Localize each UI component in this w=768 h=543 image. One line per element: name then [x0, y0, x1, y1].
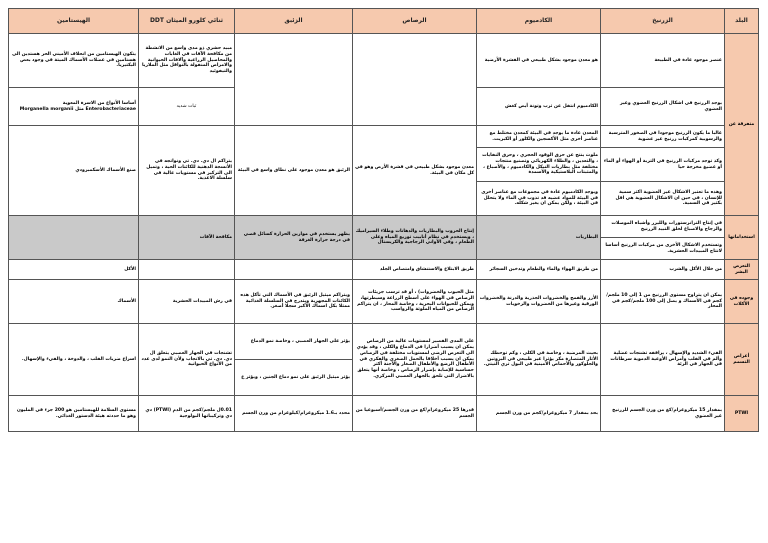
table-row — [9, 34, 759, 78]
cell-arsenic-food: يمكن ان يتراوح مستوى الزرنيخ من 1 إلى 10 ملجم/كجم في الأسماك و يصل إلى 100 ملجم/كجم في المحار — [601, 280, 725, 324]
cell-mercury-exp-empty — [235, 260, 353, 280]
header-ddt: ثنائي كلورو الميثان DDT — [139, 9, 235, 34]
cell-mercury-occ-empty — [235, 34, 353, 126]
toxicology-table — [8, 8, 759, 432]
cell-lead-tox: على المدى القصير لمستويات عالية من الرصاص يمكن ان يسبب أضرارا في الدماغ والكلى ، وقد يؤدي الى التعرض الرضى لمستويات مختلفة في الرصاص يمكن ان يسبب أخلاقا بالحمل الصغري والفكري في الأطفال الرضع والأطفال الصغار والأجنة أكثر حساسية للإصابة بإضرار الرصاص ، وخاصة أنها يتعلق بالاضرار التي تلحق بالجهاز العصبي المركزي. — [353, 324, 477, 396]
cell-cadmium-food: الأرز والقمح والخضروات الجذرية والدرنة والخضروات الورقية وغيرها من الخضروات والرخويات — [477, 280, 601, 324]
cell-cadmium-use: البطاريات — [477, 216, 601, 260]
row-label-occurrence: متفرقة عن — [725, 34, 759, 216]
cell-ddt-exp-empty — [139, 260, 235, 280]
table-row — [9, 280, 759, 324]
cell-arsenic-use-1: في إنتاج الترانزستورات والليزر وأشباه الموصلات والزجاج والاصباغ لخلق التبيد الزرنيخ — [601, 216, 725, 238]
cell-arsenic-exp: من خلال الأكل والشرب — [601, 260, 725, 280]
cell-mercury-food: ويتراكم ميثيل الزئبق في الأسماك التي تأكل هذه الكائنات المجهرية ويتدرج في السلسلة الغذائية ممثلا بكل اسماك الأكبر سجلا أصغر. — [235, 280, 353, 324]
cell-lead-exp: طريق الابتلاع والاستنشاق وامتصاص الجلد — [353, 260, 477, 280]
row-label-ptwi: PTWI — [725, 396, 759, 432]
row-label-toxicity: أعراض التسمم — [725, 324, 759, 396]
cell-histamine-ptwi: مستوى السلامة للهيستامين هو 200 جزء في المليون وهو ما حددته هيئة الدستور الغذائي. — [9, 396, 139, 432]
header-cadmium: الكادميوم — [477, 9, 601, 34]
header-histamine: الهيستامين — [9, 9, 139, 34]
cell-arsenic-occ-5: وهذه ما تعتبر الاشكال غير العضوية اكثر سمية للإنسان ، في حين ان الاشكال العضوية هي اقل بكثير في السمية. — [601, 182, 725, 216]
header-country: البلد — [725, 9, 759, 34]
cell-mercury-use: يظهر يستخدم في موازين الحرارة كسائل قصي في درجة حرارة الغرفة — [235, 216, 353, 260]
cell-ddt-food: في رش المبيدات الحشرية — [139, 280, 235, 324]
row-label-food: وجوده في الأكلات — [725, 280, 759, 324]
cell-cadmium-ptwi: بحد بمقدار 7 ميكروغرام/كجم من وزن الجسم — [477, 396, 601, 432]
cell-arsenic-occ-4: وكذ توجد مركبات الزرنيخ في التربة أو الهواء أو الماء أو عضيغ مخرجة حيا — [601, 148, 725, 182]
cell-cadmium-tox: بحيث المرضية ، وخاصة في الكلى ، وكم توحطك الأثار المتصارة مكر يؤثرا غير طبيعي في البروتين والجلوكوز والأحماض الأمينية في البول تزي النيتي. — [477, 324, 601, 396]
table-row — [9, 126, 759, 148]
cell-cadmium-occ-2: الكادميوم انتقل عن ثرب وتونة أيض كغش — [477, 88, 601, 126]
cell-cadmium-occ-4: ملوث ينتج عن حرق الوقود الحجري ، وحرق النفايات ، والتعدين ، والطلاء الكهربائي وتصنيع منتجات مختلفة مثل بطاريات النيكل والكادميوم ، والأصباغ ، والمثبتات البلاستيكية والأسمدة — [477, 148, 601, 182]
header-arsenic: الزرنيخ — [601, 9, 725, 34]
cell-ddt-occ-1: مبيد حشري ذو مدى واسع من الانشطة من مكافحة الآفات في الغابات والمحاصيل الزراعية وآلافات الحيوانية والامراض المنقولة بالنواقل مثل الملاريا والتيفوئيد — [139, 34, 235, 88]
cell-mercury-ptwi: محدد بـ1.6 ميكروغرام/كيلوغرام من وزن الجسم — [235, 396, 353, 432]
cell-histamine-food: الأسماك — [9, 280, 139, 324]
cell-ddt-occ-3: يتراكم ال دي. دي. تي ونواتجه في الأنسجة الدهنية للكائنات الحية ، وتميل الى التركيز في مستويات عالية في سلسلة الاغذية. — [139, 126, 235, 216]
cell-histamine-exp: الأكل — [9, 260, 139, 280]
cell-histamine-use — [9, 216, 139, 260]
table-header-row — [9, 9, 759, 34]
cell-cadmium-exp: من طريق الهواء والماء والطعام وتدخين السجائر — [477, 260, 601, 280]
header-mercury: الزئبق — [235, 9, 353, 34]
cell-arsenic-occ-2: يوجد الزرنيخ في اشكال الزرنيخ العضوي وغير العضوي — [601, 88, 725, 126]
cell-cadmium-occ-1: هو معدن موجود بشكل طبيعي في القشرة الأرضية — [477, 34, 601, 88]
cell-lead-occ: معدن موجود بشكل طبيعي في قشرة الأرض وهو في كل مكان في البيئة. — [353, 126, 477, 216]
cell-lead-ptwi: قدرها 25 ميكروغرام/كغ من وزن الجسم/أسبوعيا من الجسم — [353, 396, 477, 432]
cell-ddt-occ-2: ثبات شديد — [139, 88, 235, 126]
cell-lead-use: إنتاج الحروب والبطاريات والدهانات وطلاء السيراميك ، ويستخدم في نظام أنابيب توزيع المياه وعلى الطعام ، وفي الأواني الزجاجية والكريستال — [353, 216, 477, 260]
cell-arsenic-ptwi: بمقدار 15 ميكروغرام/كغ من وزن الجسم للزرنيخ غير العضوي — [601, 396, 725, 432]
cell-arsenic-occ-1: عنصر موجود عادة في الطبيعة — [601, 34, 725, 88]
cell-arsenic-tox: القيء الشديد والإسهال ، يرافقه تشنجات عضلية وألم في القلب وأمراض الأوعية الدموية سرطانات في الجهاز في الرئة — [601, 324, 725, 396]
cell-mercury-tox-1: يؤثر على الجهاز العصبي ، وخاصة نمو الدماغ — [235, 324, 353, 360]
cell-histamine-occ-2: أساسا الأنواع من الاسرة المعوية Enterobacteriaceae مثل Morganella morganii — [9, 88, 139, 126]
cell-histamine-tox: اسراع ضربات القلب ، والدوخة ، والقيء والإسهال. — [9, 324, 139, 396]
table-row — [9, 324, 759, 360]
row-label-uses: استخداماتها — [725, 216, 759, 260]
cell-histamine-occ-3: صنع الأسماك الأسكمبرودي — [9, 126, 139, 216]
cell-ddt-tox: تشنجات في الجهاز العصبي يتعلق ال دي. دي. تي بالانجاب ولأن النمو لدى عدد من الأنواع الحيوانية — [139, 324, 235, 396]
toxicology-table-page — [8, 8, 758, 528]
cell-mercury-tox-2: يؤثر ميثيل الزئبق على نمو دماغ الجنين ، ويؤثر ع — [235, 360, 353, 396]
cell-arsenic-occ-3: غالبا ما يكون الزرنيخ موجودا في الصخور المترسبة والرسوبية كمركبات زرنيخ غير عضوية — [601, 126, 725, 148]
table-row — [9, 216, 759, 238]
cell-ddt-ptwi: 0.01ل ملجم/كجم من الدم (PTWI) دي دي وتركيباتها البولوجية — [139, 396, 235, 432]
cell-arsenic-use-2: وتستخدم الاشكال الأخرى من مركبات الزرنيخ أساسا لانتاج المبيدات الحشرية. — [601, 238, 725, 260]
cell-lead-occ-empty — [353, 34, 477, 126]
cell-lead-food: مثل الحبوب والخضروات) ، أو قد ترسب جزيئات الرصاص في الهواء على أسطح الزراعة وسيطرتها، ويمكن للحيوانات البحرية ، وخاصة المحار ، ان يتراكم الرصاص من المياه الملوثة والرواسب — [353, 280, 477, 324]
cell-cadmium-occ-3: المعدن عادة ما يوجد في البيئة كمعدن مختلط مع عناصر أخرى مثل الأكسجين والكلور أو الكبريت. — [477, 126, 601, 148]
table-row — [9, 260, 759, 280]
table-row — [9, 396, 759, 432]
cell-mercury-occ: الزئبق هو معدن موجود على نطاق واسع في البيئة — [235, 126, 353, 216]
cell-ddt-use: مكافحة الآفات — [139, 216, 235, 260]
header-lead: الرصاص — [353, 9, 477, 34]
cell-histamine-occ-1: يتكون الهيستامين من انحلاف الأميني الحر هستدين الى هستامين في عضلات الأسماك الميتة في وجود بعض البكتيريا. — [9, 34, 139, 88]
cell-cadmium-occ-5: ويوجد الكادميوم عادة في مجموعات مع عناصر أخرى في البيئة للمواد عضيه قد تذوب في الماء ولا يتحلل في البيئة ، ولكن يمكن ان يغير شكله. — [477, 182, 601, 216]
row-label-exposure: التعرض البشر — [725, 260, 759, 280]
